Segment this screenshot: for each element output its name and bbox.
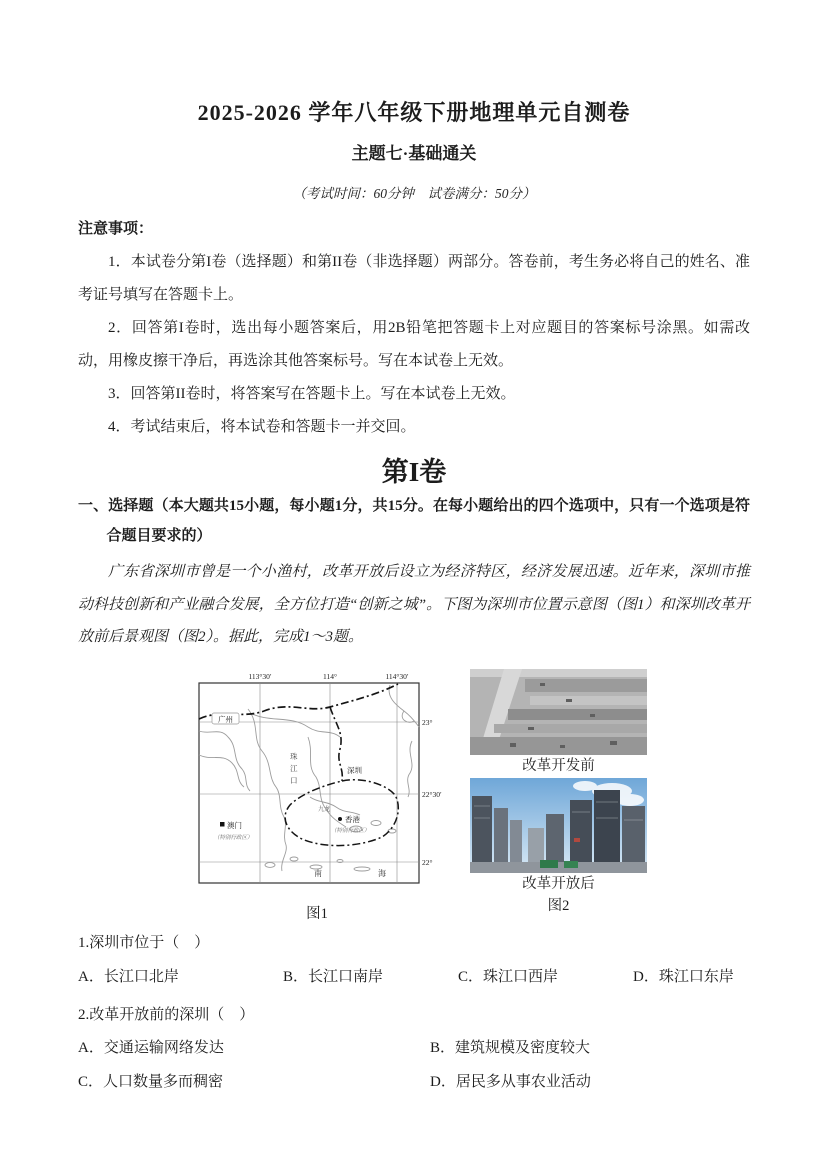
page-title: 2025-2026 学年八年级下册地理单元自测卷 xyxy=(197,100,631,125)
question-1 xyxy=(78,927,750,995)
notice-item-2: 2．回答第I卷时，选出每小题答案后，用2B铅笔把答题卡上对应题目的答案标号涂黑。如需改动，用橡皮擦干净后，再选涂其他答案标号。写在本试卷上无效。 xyxy=(78,319,750,369)
photo-before-image xyxy=(470,669,647,755)
shenzhen-location-map xyxy=(190,669,444,897)
notice-section xyxy=(78,214,750,444)
exam-subtitle: 主题七·基础通关 xyxy=(351,144,477,163)
lat-label-22: 22° xyxy=(422,858,433,868)
map-label-sea-1: 南 xyxy=(314,869,322,879)
question-2-stem: 2.改革开放前的深圳（ ） xyxy=(78,1006,255,1023)
question-2-option-d: D．居民多从事农业活动 xyxy=(430,1074,591,1091)
figure2-caption: 图2 xyxy=(547,898,570,915)
notice-heading: 注意事项： xyxy=(78,221,154,237)
section-heading: 一、选择题（本大题共15小题，每小题1分，共15分。在每小题给出的四个选项中，只有一个选项是符合题目要求的） xyxy=(78,497,750,545)
figure1-caption: 图1 xyxy=(306,906,328,923)
question-1-option-b: B．长江口南岸 xyxy=(283,968,384,985)
map-figure xyxy=(190,669,444,923)
hongkong-dot xyxy=(338,817,342,821)
map-label-hongkong: 香港 xyxy=(345,815,360,825)
map-label-estuary-1: 珠 xyxy=(290,752,298,762)
notice-item-3: 3．回答第II卷时，将答案写在答题卡上。写在本试卷上无效。 xyxy=(108,385,516,402)
lat-label-22-30: 22°30′ xyxy=(422,790,442,800)
photo-after-image xyxy=(470,778,647,873)
question-2-options xyxy=(78,1032,750,1100)
map-label-macau-note: （特别行政区） xyxy=(214,835,253,842)
volume-title: 第I卷 xyxy=(381,456,447,487)
map-label-sea-2: 海 xyxy=(378,869,386,879)
question-passage: 广东省深圳市曾是一个小渔村，改革开放后设立为经济特区，经济发展迅速。近年来，深圳市推动科技创新和产业融合发展，全方位打造“创新之城”。下图为深圳市位置示意图（图1）和深圳改革开放前后景观图（图2）。据此，完成1～3题。 xyxy=(78,564,750,646)
photo-before-caption: 改革开发前 xyxy=(522,758,595,775)
map-label-estuary-2: 江 xyxy=(290,764,298,774)
question-2-option-a: A．交通运输网络发达 xyxy=(78,1040,224,1057)
map-label-kowloon: 九龙 xyxy=(318,807,331,814)
figure-row xyxy=(190,669,750,923)
notice-item-1: 1．本试卷分第I卷（选择题）和第II卷（非选择题）两部分。答卷前，考生务必将自己的姓名、准考证号填写在答题卡上。 xyxy=(78,253,750,303)
question-1-stem: 1.深圳市位于（ ） xyxy=(78,935,210,952)
question-2-option-b: B．建筑规模及密度较大 xyxy=(430,1040,591,1057)
question-1-option-c: C．珠江口西岸 xyxy=(458,968,559,985)
map-label-guangzhou: 广州 xyxy=(218,714,233,724)
question-2 xyxy=(78,999,750,1100)
lon-label-113-30: 113°30′ xyxy=(248,672,272,682)
photo-after-caption: 改革开放后 xyxy=(522,876,595,893)
question-1-option-d: D．珠江口东岸 xyxy=(633,968,734,985)
photo-figure xyxy=(470,669,647,917)
map-label-macau: 澳门 xyxy=(227,821,242,831)
question-2-option-c: C．人口数量多而稠密 xyxy=(78,1074,224,1091)
map-label-hongkong-note: （特别行政区） xyxy=(331,828,370,835)
question-1-option-a: A．长江口北岸 xyxy=(78,968,179,985)
macau-marker xyxy=(220,822,225,827)
notice-item-4: 4．考试结束后，将本试卷和答题卡一并交回。 xyxy=(108,418,416,435)
question-1-options xyxy=(78,961,750,995)
map-label-shenzhen: 深圳 xyxy=(347,766,362,776)
map-label-estuary-3: 口 xyxy=(290,776,298,786)
lon-label-114: 114° xyxy=(323,672,337,682)
lat-label-23: 23° xyxy=(422,718,433,728)
exam-info: （考试时间：60分钟 试卷满分：50分） xyxy=(292,186,536,201)
lon-label-114-30: 114°30′ xyxy=(385,672,409,682)
